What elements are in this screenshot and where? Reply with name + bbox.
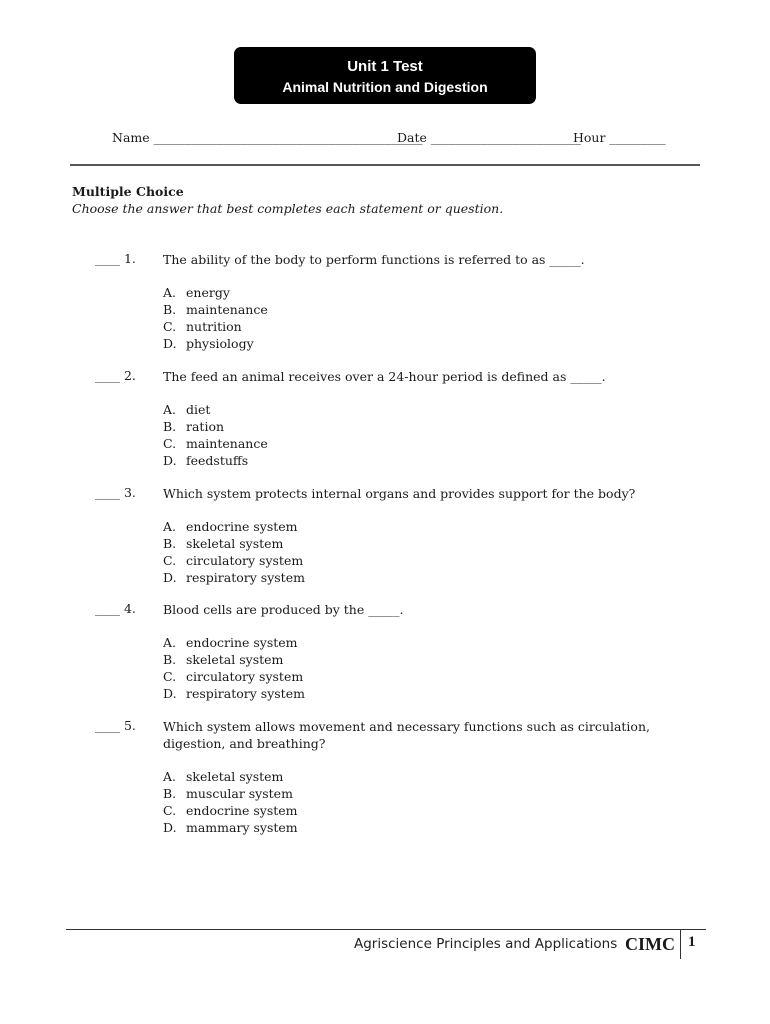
option-b bbox=[163, 535, 283, 552]
option-text: maintenance bbox=[186, 302, 268, 317]
option-text: nutrition bbox=[186, 319, 242, 334]
answer-blank[interactable]: ____ 1. bbox=[95, 251, 136, 266]
option-letter: B. bbox=[163, 536, 177, 551]
option-letter: C. bbox=[163, 319, 177, 334]
option-text: circulatory system bbox=[186, 669, 304, 684]
option-letter: B. bbox=[163, 302, 177, 317]
option-text: muscular system bbox=[186, 786, 293, 801]
option-letter: C. bbox=[163, 553, 177, 568]
option-text: skeletal system bbox=[186, 536, 284, 551]
title-box bbox=[234, 47, 536, 104]
option-b bbox=[163, 418, 224, 435]
option-d bbox=[163, 569, 305, 586]
option-text: respiratory system bbox=[186, 686, 305, 701]
option-d bbox=[163, 335, 254, 352]
option-letter: D. bbox=[163, 820, 177, 835]
option-text: ration bbox=[186, 419, 225, 434]
option-a bbox=[163, 401, 210, 418]
option-text: maintenance bbox=[186, 436, 268, 451]
option-text: skeletal system bbox=[186, 652, 284, 667]
option-c bbox=[163, 802, 298, 819]
option-a bbox=[163, 634, 298, 651]
page-subtitle: Animal Nutrition and Digestion bbox=[282, 79, 488, 95]
question-text: The feed an animal receives over a 24-hour period is defined as _____. bbox=[163, 369, 606, 384]
option-b bbox=[163, 301, 268, 318]
option-letter: A. bbox=[163, 285, 177, 300]
name-field[interactable]: Name ___________________________________________ bbox=[112, 130, 423, 145]
option-text: endocrine system bbox=[186, 519, 298, 534]
option-letter: A. bbox=[163, 635, 177, 650]
option-letter: D. bbox=[163, 453, 177, 468]
option-d bbox=[163, 685, 305, 702]
question-text: Blood cells are produced by the _____. bbox=[163, 602, 404, 617]
question-text: The ability of the body to perform functions is referred to as _____. bbox=[163, 252, 585, 267]
option-d bbox=[163, 452, 248, 469]
option-letter: B. bbox=[163, 419, 177, 434]
question-text: Which system allows movement and necessary functions such as circulation, digestion, and breathing? bbox=[163, 719, 650, 751]
option-letter: D. bbox=[163, 570, 177, 585]
cimc-logo: CIMC bbox=[625, 934, 675, 954]
option-text: physiology bbox=[186, 336, 254, 351]
answer-blank[interactable]: ____ 4. bbox=[95, 601, 136, 616]
date-field[interactable]: Date ________________________ bbox=[397, 130, 581, 145]
option-a bbox=[163, 284, 230, 301]
option-letter: A. bbox=[163, 402, 177, 417]
page-title: Unit 1 Test bbox=[347, 58, 423, 75]
footer-divider bbox=[66, 929, 706, 930]
option-text: diet bbox=[186, 402, 211, 417]
option-c bbox=[163, 668, 303, 685]
option-letter: A. bbox=[163, 769, 177, 784]
option-text: energy bbox=[186, 285, 230, 300]
option-d bbox=[163, 819, 298, 836]
hour-field[interactable]: Hour _________ bbox=[573, 130, 666, 145]
option-text: circulatory system bbox=[186, 553, 304, 568]
option-letter: B. bbox=[163, 786, 177, 801]
option-c bbox=[163, 435, 268, 452]
header-divider bbox=[70, 164, 700, 166]
option-text: endocrine system bbox=[186, 803, 298, 818]
answer-blank[interactable]: ____ 2. bbox=[95, 368, 136, 383]
footer-separator bbox=[680, 929, 681, 959]
option-letter: C. bbox=[163, 803, 177, 818]
option-letter: B. bbox=[163, 652, 177, 667]
option-b bbox=[163, 785, 293, 802]
page-number: 1 bbox=[688, 934, 696, 950]
answer-blank[interactable]: ____ 3. bbox=[95, 485, 136, 500]
answer-blank[interactable]: ____ 5. bbox=[95, 718, 136, 733]
option-b bbox=[163, 651, 283, 668]
option-letter: D. bbox=[163, 686, 177, 701]
option-a bbox=[163, 768, 283, 785]
option-text: feedstuffs bbox=[186, 453, 249, 468]
option-letter: C. bbox=[163, 436, 177, 451]
option-letter: A. bbox=[163, 519, 177, 534]
question-text: Which system protects internal organs and provides support for the body? bbox=[163, 486, 636, 501]
option-c bbox=[163, 318, 242, 335]
option-text: mammary system bbox=[186, 820, 298, 835]
section-title: Multiple Choice bbox=[72, 184, 184, 199]
section-instructions: Choose the answer that best completes each statement or question. bbox=[72, 201, 504, 216]
option-text: endocrine system bbox=[186, 635, 298, 650]
option-letter: D. bbox=[163, 336, 177, 351]
option-letter: C. bbox=[163, 669, 177, 684]
option-c bbox=[163, 552, 303, 569]
footer-course: Agriscience Principles and Applications bbox=[354, 936, 618, 952]
option-a bbox=[163, 518, 298, 535]
option-text: respiratory system bbox=[186, 570, 305, 585]
option-text: skeletal system bbox=[186, 769, 284, 784]
